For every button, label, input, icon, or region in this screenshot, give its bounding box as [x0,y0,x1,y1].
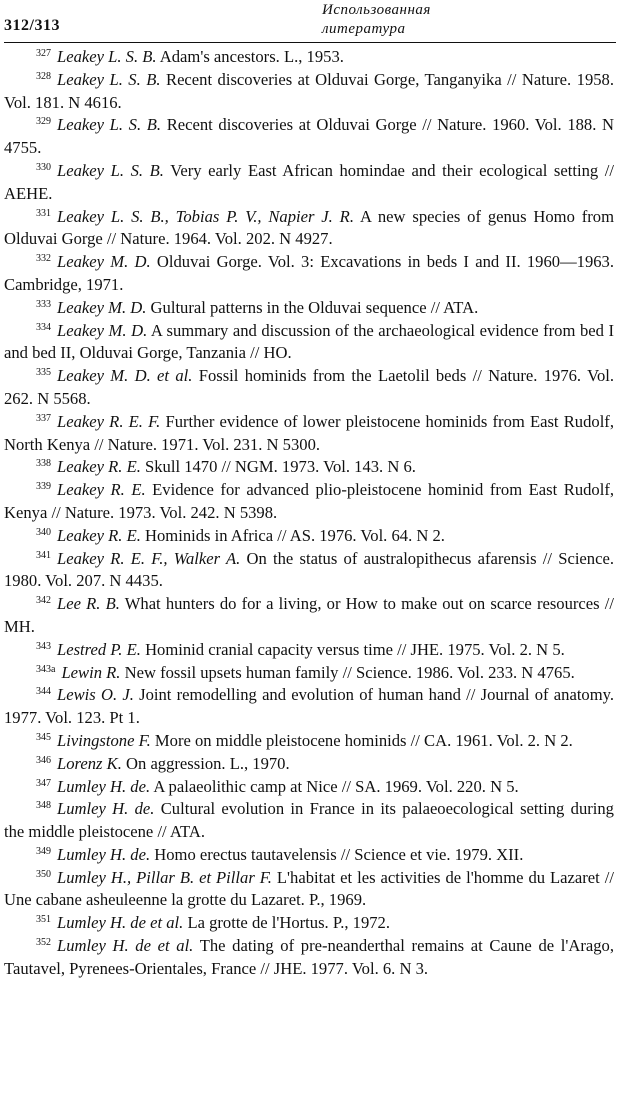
reference-author: Lumley H., Pillar B. et Pillar F. [57,867,272,887]
reference-entry [4,684,614,730]
reference-author: Leakey M. D. [57,320,148,340]
reference-number: 347 [36,777,51,789]
reference-entry [4,114,614,160]
reference-author: Leakey M. D. [57,252,151,272]
reference-entry [4,160,614,206]
reference-text: On the status of australopithecus afarensis // Science. 1980. Vol. 207. N 4435. [4,548,614,591]
reference-entry [4,935,614,981]
reference-author: Leakey L. S. B., Tobias P. V., Napier J. R. [57,206,354,226]
reference-author: Leakey L. S. B. [57,69,161,89]
reference-number: 331 [36,207,51,219]
reference-text: On aggression. L., 1970. [126,753,290,773]
reference-author: Lumley H. de. [57,776,151,796]
reference-text: Skull 1470 // NGM. 1973. Vol. 143. N 6. [145,457,416,477]
reference-text: A summary and discussion of the archaeological evidence from bed I and bed II, Olduvai Gorge, Tanzania // HO. [4,320,615,363]
reference-author: Leakey L. S. B. [57,47,157,66]
reference-entry [4,320,614,366]
reference-number: 335 [36,367,51,379]
reference-entry [4,251,614,297]
reference-author: Leakey R. E. [57,457,141,477]
reference-author: Lumley H. de et al. [57,913,184,933]
reference-text: Adam's ancestors. L., 1953. [159,47,344,66]
section-title-line-2: литература [322,21,406,37]
reference-text: L'habitat et les activities de l'homme du Lazaret // Une cabane asheuleenne la grotte du Lazaret. P., 1969. [4,867,614,910]
reference-number: 328 [36,70,51,82]
reference-number: 350 [36,868,51,880]
reference-text: Homo erectus tautavelensis // Science et vie. 1979. XII. [154,844,524,864]
reference-text: Further evidence of lower pleistocene hominids from East Rudolf, North Kenya // Nature. 1971. Vol. 231. N 5300. [4,411,614,454]
reference-entry [4,411,614,457]
reference-number: 343 [36,640,51,652]
reference-number: 330 [36,161,51,173]
reference-text: Joint remodelling and evolution of human hand // Journal of anatomy. 1977. Vol. 123. Pt 1. [4,685,615,728]
reference-number: 349 [36,845,51,857]
reference-author: Lestred P. E. [57,639,141,659]
reference-number: 339 [36,481,51,493]
reference-number: 340 [36,526,51,538]
reference-text: Cultural evolution in France in its palaeoecological setting during the middle pleistocene // ATA. [4,799,614,842]
reference-entry [4,776,614,799]
reference-number: 341 [36,549,51,561]
reference-author: Leakey M. D. [57,297,147,317]
reference-author: Leakey R. E. [57,525,141,545]
reference-entry [4,525,614,548]
reference-number: 329 [36,116,51,128]
reference-text: Hominid cranial capacity versus time // JHE. 1975. Vol. 2. N 5. [145,639,565,659]
reference-number: 348 [36,800,51,812]
reference-text: Evidence for advanced plio-pleistocene hominid from East Rudolf, Kenya // Nature. 1973. Vol. 242. N 5398. [4,480,614,522]
reference-number: 344 [36,686,51,698]
reference-entry [4,479,614,525]
reference-author: Leakey R. E. F. [57,411,161,431]
reference-number: 345 [36,731,51,743]
reference-text: Hominids in Africa // AS. 1976. Vol. 64. N 2. [145,525,445,545]
reference-entry [4,69,614,115]
reference-entry [4,798,614,844]
reference-number: 332 [36,253,51,265]
reference-text: A palaeolithic camp at Nice // SA. 1969. Vol. 220. N 5. [153,776,519,796]
reference-author: Lee R. B. [57,594,120,614]
reference-author: Lewin R. [61,662,121,682]
reference-author: Lewis O. J. [57,685,134,705]
reference-number: 343a [36,663,56,675]
page-header [4,0,616,44]
reference-text: The dating of pre-neanderthal remains at Caune de l'Arago, Tautavel, Pyrenees-Orientales, France // JHE. 1977. Vol. 6. N 3. [4,936,614,978]
reference-author: Livingstone F. [57,730,151,750]
reference-author: Lumley H. de et al. [57,936,194,956]
reference-text: Fossil hominids from the Laetolil beds // Nature. 1976. Vol. 262. N 5568. [4,366,614,408]
reference-entry [4,46,614,69]
reference-author: Leakey L. S. B. [57,160,164,180]
reference-text: What hunters do for a living, or How to make out on scarce resources // MH. [4,594,614,636]
reference-number: 342 [36,595,51,607]
reference-text: Recent discoveries at Olduvai Gorge // Nature. 1960. Vol. 188. N 4755. [4,115,614,158]
reference-entry [4,639,614,662]
page-number: 312/313 [4,17,60,34]
reference-text: A new species of genus Homo from Olduvai Gorge // Nature. 1964. Vol. 202. N 4927. [4,206,615,249]
reference-entry [4,297,614,320]
section-title [322,1,431,39]
header-divider [4,42,616,43]
reference-author: Leakey R. E. [57,480,146,500]
reference-text: La grotte de l'Hortus. P., 1972. [187,913,390,933]
reference-list [4,46,614,981]
reference-number: 352 [36,937,51,949]
reference-text: Very early East African homindae and their ecological setting // AEHE. [4,160,614,203]
reference-text: Gultural patterns in the Olduvai sequence // ATA. [150,297,479,317]
reference-entry [4,844,614,867]
reference-text: More on middle pleistocene hominids // CA. 1961. Vol. 2. N 2. [154,730,573,750]
reference-number: 346 [36,754,51,766]
reference-text: Olduvai Gorge. Vol. 3: Excavations in beds I and II. 1960—1963. Cambridge, 1971. [4,252,614,294]
reference-author: Lumley H. de. [57,844,151,864]
reference-number: 327 [36,48,51,59]
reference-entry [4,662,614,685]
reference-author: Lorenz K. [57,753,122,773]
reference-entry [4,456,614,479]
reference-number: 333 [36,298,51,310]
reference-author: Leakey L. S. B. [57,115,162,135]
reference-entry [4,548,614,594]
reference-number: 337 [36,412,51,424]
reference-entry [4,730,614,753]
reference-number: 338 [36,458,51,470]
reference-number: 334 [36,321,51,333]
reference-entry [4,912,614,935]
reference-author: Leakey M. D. et al. [57,366,193,386]
reference-author: Lumley H. de. [57,799,155,819]
reference-text: New fossil upsets human family // Science. 1986. Vol. 233. N 4765. [124,662,575,682]
reference-entry [4,206,614,252]
reference-entry [4,867,614,913]
reference-entry [4,365,614,411]
reference-author: Leakey R. E. F., Walker A. [57,548,241,568]
section-title-line-1: Использованная [322,2,431,18]
reference-entry [4,593,614,639]
reference-entry [4,753,614,776]
reference-text: Recent discoveries at Olduvai Gorge, Tanganyika // Nature. 1958. Vol. 181. N 4616. [4,69,614,112]
reference-number: 351 [36,914,51,926]
